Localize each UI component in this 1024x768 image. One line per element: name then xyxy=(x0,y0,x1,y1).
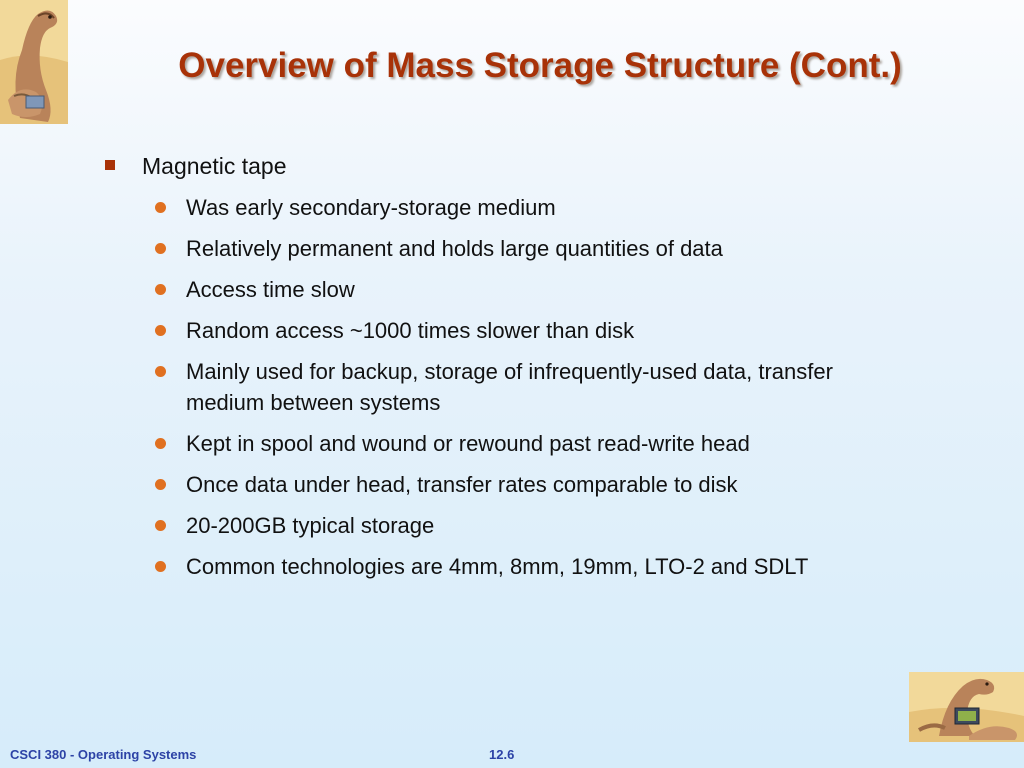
round-bullet-icon xyxy=(155,325,166,336)
main-bullet-item xyxy=(100,150,900,182)
sub-bullet-item xyxy=(100,274,900,305)
sub-bullet-item xyxy=(100,192,900,223)
sub-bullet-item xyxy=(100,233,900,264)
sub-bullet-item xyxy=(100,510,900,541)
round-bullet-icon xyxy=(155,438,166,449)
round-bullet-icon xyxy=(155,243,166,254)
round-bullet-icon xyxy=(155,479,166,490)
sub-bullet-item xyxy=(100,356,900,418)
sub-bullet-item xyxy=(100,469,900,500)
footer-course-name: CSCI 380 - Operating Systems xyxy=(10,747,197,762)
round-bullet-icon xyxy=(155,202,166,213)
main-bullet-text: Magnetic tape xyxy=(142,153,287,179)
sub-bullet-text: Common technologies are 4mm, 8mm, 19mm, LTO-2 and SDLT xyxy=(186,554,809,579)
round-bullet-icon xyxy=(155,520,166,531)
sub-bullet-item xyxy=(100,428,900,459)
dinosaur-illustration-icon xyxy=(0,0,68,124)
sub-bullet-text: 20-200GB typical storage xyxy=(186,513,435,538)
dinosaur-with-laptop-icon xyxy=(909,672,1024,742)
sub-bullet-text: Was early secondary-storage medium xyxy=(186,195,556,220)
sub-bullet-text: Random access ~1000 times slower than disk xyxy=(186,318,635,343)
sub-bullet-item xyxy=(100,551,900,582)
round-bullet-icon xyxy=(155,366,166,377)
slide-title: Overview of Mass Storage Structure (Cont.) xyxy=(178,46,902,85)
round-bullet-icon xyxy=(155,561,166,572)
sub-bullet-item xyxy=(100,315,900,346)
sub-bullet-list xyxy=(100,192,900,582)
sub-bullet-text: Relatively permanent and holds large quantities of data xyxy=(186,236,723,261)
sub-bullet-text: Access time slow xyxy=(186,277,355,302)
sub-bullet-text: Kept in spool and wound or rewound past read-write head xyxy=(186,431,750,456)
footer-page-number: 12.6 xyxy=(489,747,515,762)
sub-bullet-text: Once data under head, transfer rates comparable to disk xyxy=(186,472,738,497)
slide-content xyxy=(100,150,900,592)
round-bullet-icon xyxy=(155,284,166,295)
square-bullet-icon xyxy=(105,160,115,170)
sub-bullet-text: Mainly used for backup, storage of infrequently-used data, transfer medium between systems xyxy=(186,359,833,415)
